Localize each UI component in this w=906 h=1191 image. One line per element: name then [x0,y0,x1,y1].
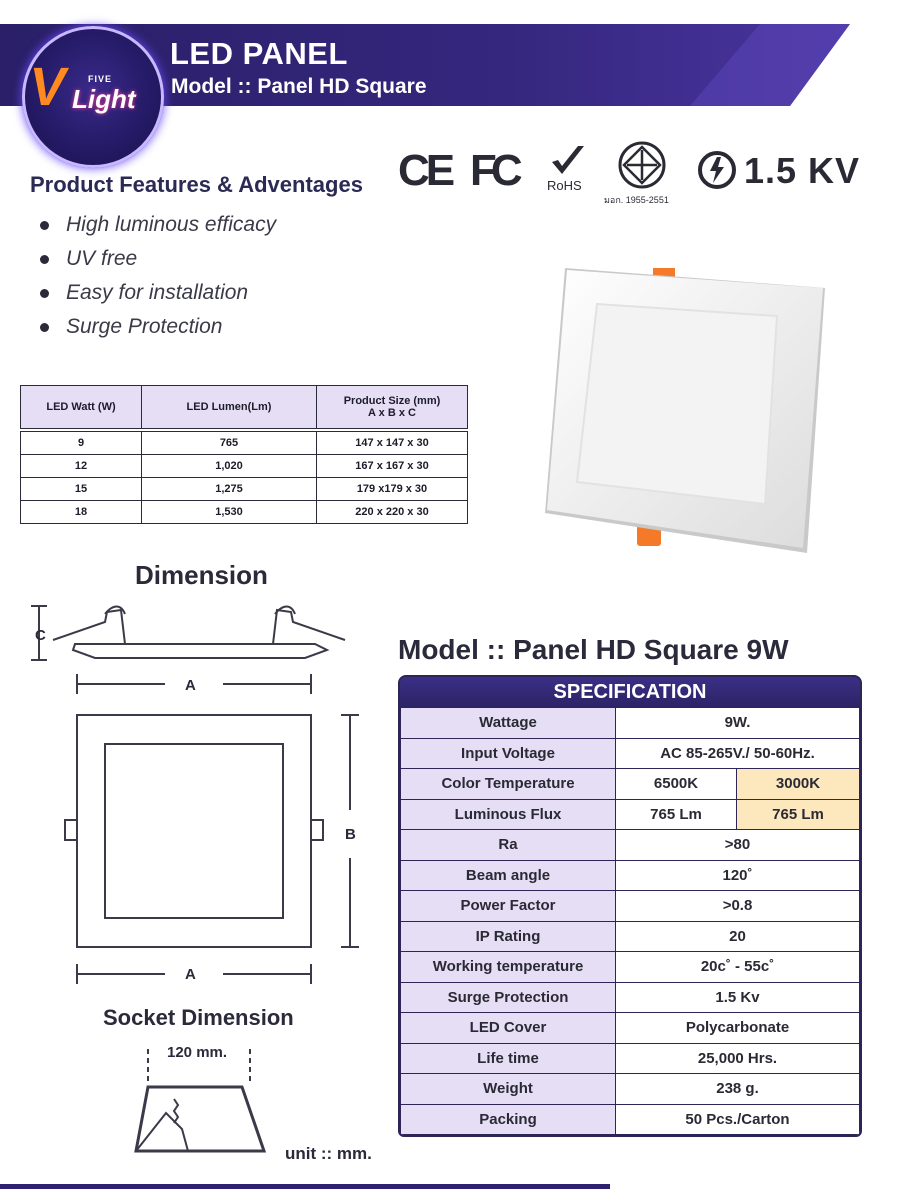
table-row: Surge Protection 1.5 Kv [401,982,860,1013]
surge-icon [697,150,737,190]
table-row: Weight 238 g. [401,1074,860,1105]
five-light-logo [22,26,164,168]
socket-dimension-heading: Socket Dimension [103,1005,294,1030]
table-row: Beam angle 120˚ [401,860,860,891]
socket-size-label: 120 mm. [167,1044,228,1061]
fcc-mark: FC [470,146,517,195]
table-row: IP Rating 20 [401,921,860,952]
list-item: High luminous efficacy [40,208,276,242]
page-subtitle: Model :: Panel HD Square [171,75,427,98]
rohs-check-icon [550,144,586,178]
features-heading: Product Features & Adventages [30,172,363,197]
spec-model-title: Model :: Panel HD Square 9W [398,634,789,665]
dim-label-a-bottom: A [185,966,196,983]
dim-label-a-top: A [185,677,196,694]
socket-drawing [130,1045,270,1155]
rohs-label: RoHS [547,178,582,193]
logo-five-text: FIVE [88,74,113,84]
tis-label: มอก. 1955-2551 [604,195,669,205]
led-panel-product-image [545,268,840,553]
col-header-size: Product Size (mm) A x B x C [317,386,468,429]
unit-label: unit :: mm. [285,1144,372,1163]
table-row: 12 1,020 167 x 167 x 30 [21,455,468,478]
table-row: LED Cover Polycarbonate [401,1013,860,1044]
table-row: 9 765 147 x 147 x 30 [21,432,468,455]
table-row: 15 1,275 179 x179 x 30 [21,478,468,501]
dim-label-b: B [345,826,356,843]
table-row: Wattage 9W. [401,708,860,739]
list-item: Surge Protection [40,310,276,344]
table-row: Luminous Flux 765 Lm 765 Lm [401,799,860,830]
bullet-icon [40,221,49,230]
spec-heading: SPECIFICATION [400,677,860,707]
bullet-icon [40,289,49,298]
bullet-icon [40,323,49,332]
table-row: Power Factor >0.8 [401,891,860,922]
table-row: Ra >80 [401,830,860,861]
dim-label-c: C [35,627,46,644]
kv-rating: 1.5 KV [744,150,861,191]
dimension-drawing [25,600,370,970]
col-header-lumen: LED Lumen(Lm) [142,386,317,429]
logo-light-text: Light [72,84,136,114]
features-list [40,208,276,344]
table-row: Input Voltage AC 85-265V./ 50-60Hz. [401,738,860,769]
list-item: Easy for installation [40,276,276,310]
ce-mark: CE [398,146,452,195]
table-row: Life time 25,000 Hrs. [401,1043,860,1074]
table-row: Packing 50 Pcs./Carton [401,1104,860,1135]
table-row: Color Temperature 6500K 3000K [401,769,860,800]
tis-mark-icon [617,140,667,190]
logo-letter: V [24,57,72,117]
list-item: UV free [40,242,276,276]
table-row: 18 1,530 220 x 220 x 30 [21,501,468,524]
size-table [20,385,468,524]
specification-table [398,675,862,1137]
footer-bar [0,1184,610,1189]
page-title: LED PANEL [170,36,348,71]
col-header-watt: LED Watt (W) [21,386,142,429]
bullet-icon [40,255,49,264]
dimension-heading: Dimension [135,560,268,590]
table-row: Working temperature 20c˚ - 55c˚ [401,952,860,983]
